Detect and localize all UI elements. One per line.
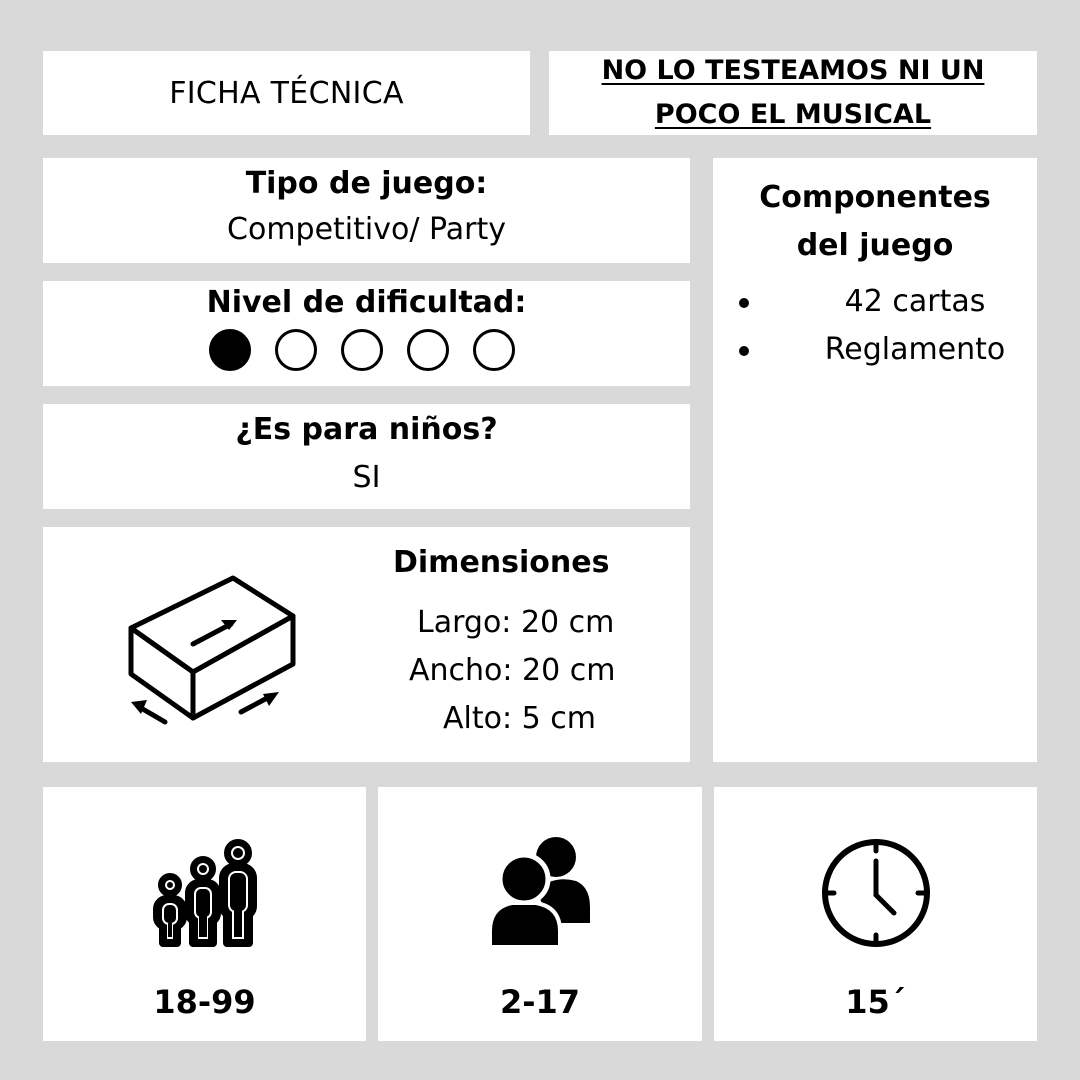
game-type-label: Tipo de juego:: [245, 166, 488, 201]
player-count: 2-17: [499, 983, 581, 1021]
players-icon: [490, 835, 590, 947]
difficulty-label: Nivel de dificultad:: [206, 285, 527, 320]
dimensions-label: Dimensiones: [393, 545, 610, 580]
family-age-icon: [149, 837, 261, 951]
dimension-height: Alto: 5 cm: [443, 701, 596, 736]
time-box: [714, 787, 1037, 1041]
dimensions-box: [43, 527, 690, 762]
difficulty-dot-empty: [407, 329, 449, 371]
difficulty-dot-empty: [275, 329, 317, 371]
game-name: NO LO TESTEAMOS NI UN POCO EL MUSICAL: [601, 55, 985, 130]
components-list: [733, 278, 1033, 374]
play-time: 15´: [845, 983, 906, 1021]
game-type-value: Competitivo/ Party: [227, 212, 506, 247]
list-item: Reglamento: [733, 326, 1033, 374]
kids-value: SI: [352, 460, 381, 495]
components-box: [713, 158, 1037, 762]
kids-box: [43, 404, 690, 509]
players-box: [378, 787, 702, 1041]
game-type-box: [43, 158, 690, 263]
game-name-box: [549, 51, 1037, 135]
difficulty-dot-empty: [473, 329, 515, 371]
ages-box: [43, 787, 366, 1041]
bullet-icon: [739, 298, 749, 308]
header-title: FICHA TÉCNICA: [169, 75, 404, 111]
list-item: 42 cartas: [733, 278, 1033, 326]
difficulty-dot-empty: [341, 329, 383, 371]
difficulty-box: [43, 281, 690, 386]
age-range: 18-99: [153, 983, 256, 1021]
difficulty-dot-filled: [209, 329, 251, 371]
box-dimensions-icon: [123, 572, 313, 732]
bullet-icon: [739, 346, 749, 356]
clock-icon: [820, 837, 932, 949]
components-label: Componentes del juego: [759, 180, 991, 263]
kids-label: ¿Es para niños?: [235, 412, 498, 447]
dimension-width: Ancho: 20 cm: [409, 653, 616, 688]
header-title-box: [43, 51, 530, 135]
dimension-length: Largo: 20 cm: [417, 605, 615, 640]
